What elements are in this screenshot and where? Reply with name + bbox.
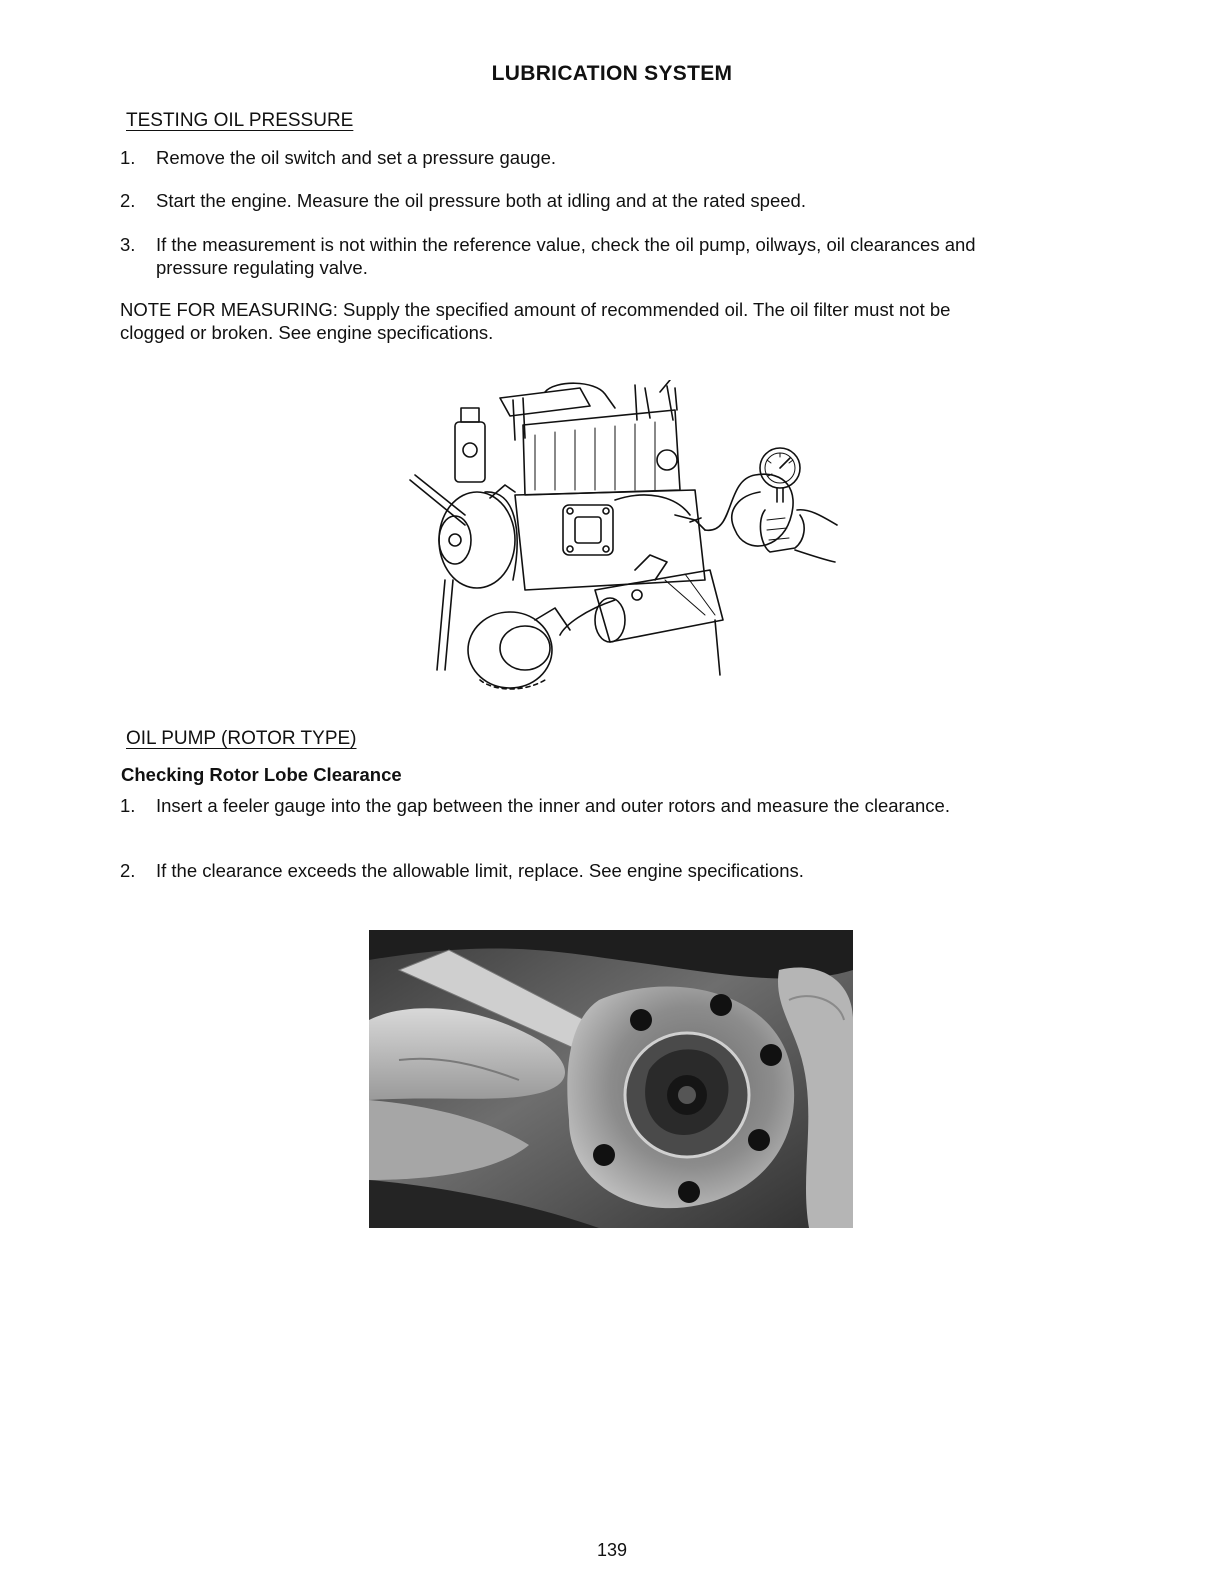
step-number: 2.: [120, 190, 136, 211]
step-text: Start the engine. Measure the oil pressure both at idling and at the rated speed.: [156, 190, 806, 211]
step-number: 1.: [120, 147, 136, 168]
section-heading-testing-oil-pressure: TESTING OIL PRESSURE: [126, 110, 354, 131]
list-item: [120, 794, 986, 817]
engine-pressure-gauge-illustration: [405, 380, 845, 700]
page-number: 139: [596, 1540, 628, 1560]
note-measuring: NOTE FOR MEASURING: Supply the specified amount of recommended oil. The oil filter must not be clogged or broken. See engine specifications.: [120, 299, 951, 343]
list-item: [120, 146, 1036, 169]
page-title: LUBRICATION SYSTEM: [491, 62, 733, 85]
list-item: [120, 859, 1036, 882]
list-item: [120, 189, 1036, 212]
section-heading-oil-pump: OIL PUMP (ROTOR TYPE): [126, 728, 357, 749]
step-text: Remove the oil switch and set a pressure gauge.: [156, 147, 557, 168]
step-text: If the measurement is not within the reference value, check the oil pump, oilways, oil clearances and pressure regulating valve.: [156, 234, 976, 278]
subheading-rotor-lobe-clearance: Checking Rotor Lobe Clearance: [121, 764, 402, 785]
step-number: 3.: [120, 234, 136, 255]
step-text: If the clearance exceeds the allowable limit, replace. See engine specifications.: [156, 860, 804, 881]
oil-pump-feeler-gauge-photo: [369, 930, 853, 1228]
step-text: Insert a feeler gauge into the gap between the inner and outer rotors and measure the clearance.: [156, 795, 950, 816]
step-number: 2.: [120, 860, 136, 881]
step-number: 1.: [120, 795, 136, 816]
list-item: [120, 233, 986, 279]
